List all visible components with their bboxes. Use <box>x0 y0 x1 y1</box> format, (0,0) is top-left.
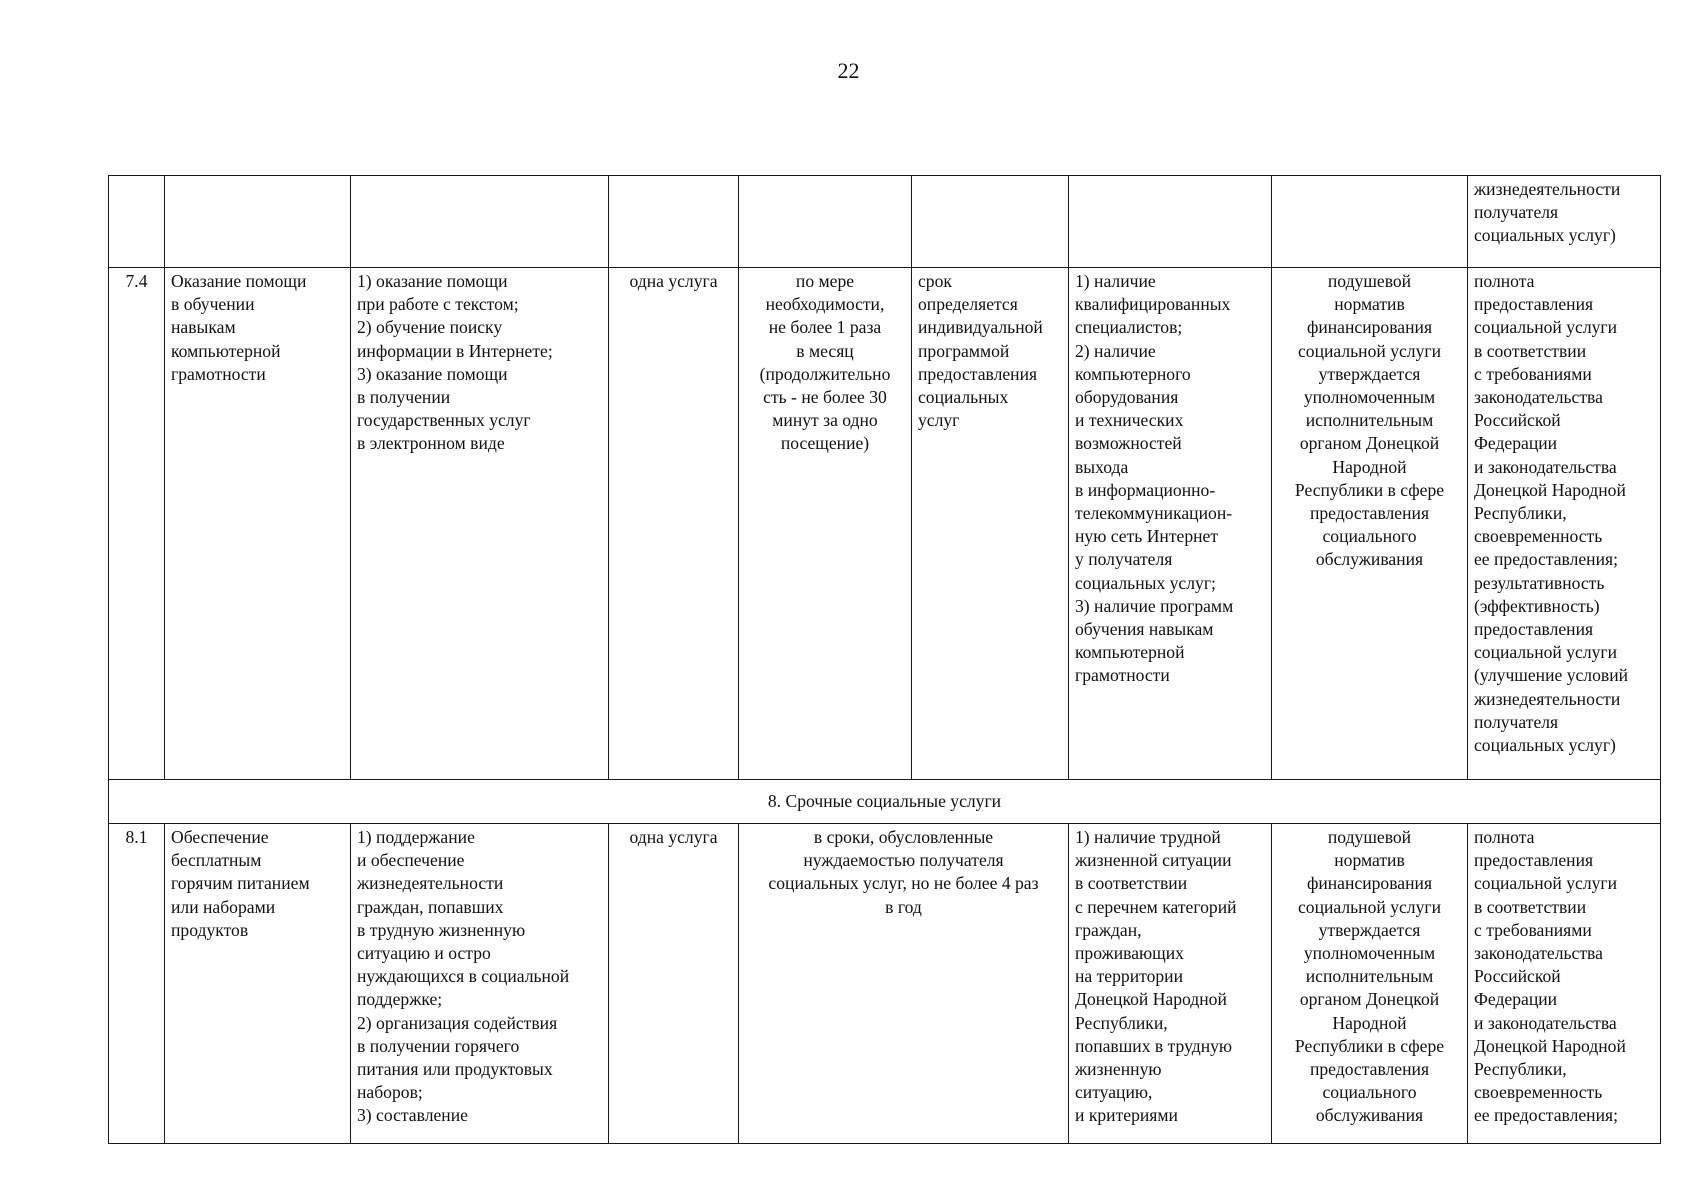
text-line: социальной услуги <box>1297 896 1442 917</box>
text-line: возможностей <box>1075 433 1182 454</box>
text-line: в месяц <box>796 340 854 361</box>
service-volume: одна услуга <box>609 268 739 780</box>
cell-empty <box>739 176 912 268</box>
text-line: поддержке; <box>357 989 443 1010</box>
table-row-7-4 <box>109 268 1661 780</box>
text-line: специалистов; <box>1075 317 1183 338</box>
text-line: норматив <box>1334 850 1405 871</box>
text-line: с требованиями <box>1474 363 1592 384</box>
text-line: ситуацию и остро <box>357 943 491 964</box>
text-line: финансирования <box>1306 873 1433 894</box>
text-line: социальных услуг, но не более 4 раз <box>768 873 1039 894</box>
text-line: навыкам <box>171 317 236 338</box>
text-line: жизненной ситуации <box>1075 850 1232 871</box>
text-line: с требованиями <box>1474 919 1592 940</box>
service-evaluation <box>1468 268 1661 780</box>
services-table <box>108 175 1661 1144</box>
cell-empty <box>1272 176 1468 268</box>
text-line: или наборами <box>171 896 276 917</box>
text-line: телекоммуникацион- <box>1075 503 1233 524</box>
table-row-8-1 <box>109 824 1661 1144</box>
text-line: социальных услуг; <box>1075 572 1216 593</box>
text-line: попавших в трудную <box>1075 1035 1233 1056</box>
text-line: необходимости, <box>765 294 885 315</box>
text-line: органом Донецкой <box>1299 989 1440 1010</box>
service-frequency <box>739 824 1069 1144</box>
text-line: в сроки, обусловленные <box>813 827 994 847</box>
text-line: социальной услуги <box>1474 317 1618 338</box>
text-line: граждан, <box>1075 919 1142 940</box>
text-line: Российской <box>1474 410 1561 431</box>
text-line: ее предоставления; <box>1474 549 1618 570</box>
text-line: социальных услуг) <box>1474 735 1616 756</box>
text-line: получателя <box>1474 202 1559 223</box>
text-line: и обеспечение <box>357 850 465 871</box>
text-line: норматив <box>1334 294 1405 315</box>
text-line: граждан, попавших <box>357 896 504 917</box>
text-line: законодательства <box>1474 943 1603 964</box>
text-line: Оказание помощи <box>171 271 307 291</box>
text-line: не более 1 раза <box>768 317 882 338</box>
text-line: утверждается <box>1318 919 1421 940</box>
text-line: (эффективность) <box>1474 595 1600 616</box>
text-line: оборудования <box>1075 387 1179 408</box>
text-line: продуктов <box>171 919 249 940</box>
text-line: государственных услуг <box>357 410 531 431</box>
text-line: Республики в сфере <box>1294 479 1445 500</box>
text-line: сть - не более 30 <box>763 387 887 408</box>
text-line: в год <box>885 896 922 917</box>
text-line: срок <box>918 271 952 291</box>
text-line: Республики в сфере <box>1294 1035 1445 1056</box>
text-line: программой <box>918 340 1010 361</box>
service-content <box>351 268 609 780</box>
text-line: (улучшение условий <box>1474 665 1629 686</box>
continuation-row <box>109 176 1661 268</box>
text-line: на территории <box>1075 966 1184 987</box>
text-line: исполнительным <box>1305 410 1434 431</box>
text-line: в информационно- <box>1075 479 1216 500</box>
text-line: ситуацию, <box>1075 1082 1153 1103</box>
text-line: социального <box>1322 526 1417 547</box>
text-line: обслуживания <box>1315 1105 1424 1126</box>
service-frequency <box>739 268 912 780</box>
text-line: обучения навыкам <box>1075 619 1214 640</box>
text-line: Народной <box>1332 456 1407 477</box>
text-line: подушевой <box>1327 271 1412 291</box>
text-line: жизнедеятельности <box>1474 688 1621 709</box>
text-line: жизненную <box>1075 1059 1162 1080</box>
text-line: 2) обучение поиску <box>357 317 503 338</box>
text-line: Народной <box>1332 1012 1407 1033</box>
service-term <box>912 268 1069 780</box>
text-line: 3) наличие программ <box>1075 595 1234 616</box>
text-line: посещение) <box>780 433 870 454</box>
text-line: утверждается <box>1318 363 1421 384</box>
text-line: определяется <box>918 294 1018 315</box>
service-financing <box>1272 268 1468 780</box>
text-line: 1) оказание помощи <box>357 271 508 291</box>
text-line: полнота <box>1474 271 1535 291</box>
text-line: Федерации <box>1474 989 1558 1010</box>
text-line: получателя <box>1474 711 1559 732</box>
section-heading-row <box>109 780 1661 824</box>
text-line: уполномоченным <box>1303 387 1436 408</box>
text-line: проживающих <box>1075 943 1184 964</box>
text-line: и законодательства <box>1474 1012 1617 1033</box>
text-line: социальной услуги <box>1474 642 1618 663</box>
service-conditions <box>1069 824 1272 1144</box>
service-financing <box>1272 824 1468 1144</box>
text-line: Донецкой Народной <box>1474 479 1626 500</box>
text-line: компьютерной <box>171 340 281 361</box>
text-line: при работе с текстом; <box>357 294 519 315</box>
text-line: 1) наличие <box>1075 271 1156 291</box>
text-line: Республики, <box>1075 1012 1168 1033</box>
text-line: Донецкой Народной <box>1474 1035 1626 1056</box>
text-line: социальных услуг) <box>1474 225 1616 246</box>
text-line: исполнительным <box>1305 966 1434 987</box>
text-line: финансирования <box>1306 317 1433 338</box>
text-line: минут за одно <box>772 410 878 431</box>
text-line: Донецкой Народной <box>1075 989 1227 1010</box>
text-line: грамотности <box>171 363 266 384</box>
text-line: индивидуальной <box>918 317 1043 338</box>
text-line: социальной услуги <box>1474 873 1618 894</box>
service-name <box>165 824 351 1144</box>
text-line: предоставления <box>918 363 1038 384</box>
text-line: и технических <box>1075 410 1184 431</box>
text-line: жизнедеятельности <box>357 873 504 894</box>
text-line: Республики, <box>1474 503 1567 524</box>
text-line: 2) наличие <box>1075 340 1156 361</box>
text-line: по мере <box>795 271 855 291</box>
service-volume: одна услуга <box>609 824 739 1144</box>
text-line: 1) поддержание <box>357 827 475 847</box>
text-line: наборов; <box>357 1082 423 1103</box>
text-line: социального <box>1322 1082 1417 1103</box>
text-line: грамотности <box>1075 665 1170 686</box>
text-line: предоставления <box>1474 294 1594 315</box>
text-line: ную сеть Интернет <box>1075 526 1219 547</box>
text-line: компьютерного <box>1075 363 1191 384</box>
text-line: (продолжительно <box>759 363 891 384</box>
text-line: в соответствии <box>1474 896 1587 917</box>
text-line: питания или продуктовых <box>357 1059 553 1080</box>
text-line: в соответствии <box>1075 873 1188 894</box>
text-line: полнота <box>1474 827 1535 847</box>
text-line: выхода <box>1075 456 1129 477</box>
text-line: Российской <box>1474 966 1561 987</box>
text-line: нуждающихся в социальной <box>357 966 570 987</box>
text-line: компьютерной <box>1075 642 1185 663</box>
text-line: предоставления <box>1474 850 1594 871</box>
text-line: результативность <box>1474 572 1605 593</box>
text-line: 3) оказание помощи <box>357 363 508 384</box>
section-title: 8. Срочные социальные услуги <box>109 780 1661 824</box>
service-conditions <box>1069 268 1272 780</box>
text-line: законодательства <box>1474 387 1603 408</box>
page-number: 22 <box>837 58 860 83</box>
row-number: 8.1 <box>109 824 165 1144</box>
text-line: Обеспечение <box>171 827 269 847</box>
text-line: предоставления <box>1309 1059 1430 1080</box>
text-line: 1) наличие трудной <box>1075 827 1221 847</box>
text-line: в обучении <box>171 294 255 315</box>
cell-empty <box>351 176 609 268</box>
text-line: 3) составление <box>357 1105 468 1126</box>
text-line: бесплатным <box>171 850 262 871</box>
text-line: органом Донецкой <box>1299 433 1440 454</box>
service-name <box>165 268 351 780</box>
row-number: 7.4 <box>109 268 165 780</box>
text-line: и критериями <box>1075 1105 1178 1126</box>
text-line: обслуживания <box>1315 549 1424 570</box>
text-line: квалифицированных <box>1075 294 1231 315</box>
text-line: предоставления <box>1309 503 1430 524</box>
text-line: Республики, <box>1474 1059 1567 1080</box>
text-line: уполномоченным <box>1303 943 1436 964</box>
text-line: горячим питанием <box>171 873 310 894</box>
text-line: у получателя <box>1075 549 1173 570</box>
text-line: в электронном виде <box>357 433 505 454</box>
text-line: в получении <box>357 387 451 408</box>
cell-empty <box>912 176 1069 268</box>
text-line: информации в Интернете; <box>357 340 553 361</box>
service-content <box>351 824 609 1144</box>
text-line: социальной услуги <box>1297 340 1442 361</box>
text-line: в получении горячего <box>357 1035 520 1056</box>
text-line: жизнедеятельности <box>1474 179 1621 199</box>
text-line: своевременность <box>1474 526 1603 547</box>
service-evaluation <box>1468 824 1661 1144</box>
text-line: ее предоставления; <box>1474 1105 1618 1126</box>
text-line: Федерации <box>1474 433 1558 454</box>
text-line: услуг <box>918 410 960 431</box>
cell-empty <box>109 176 165 268</box>
text-line: в трудную жизненную <box>357 919 526 940</box>
text-line: с перечнем категорий <box>1075 896 1237 917</box>
cell-evaluation-continued <box>1468 176 1661 268</box>
text-line: своевременность <box>1474 1082 1603 1103</box>
text-line: и законодательства <box>1474 456 1617 477</box>
text-line: в соответствии <box>1474 340 1587 361</box>
text-line: 2) организация содействия <box>357 1012 558 1033</box>
text-line: предоставления <box>1474 619 1594 640</box>
text-line: нуждаемостью получателя <box>803 850 1004 871</box>
cell-empty <box>609 176 739 268</box>
cell-empty <box>165 176 351 268</box>
cell-empty <box>1069 176 1272 268</box>
text-line: социальных <box>918 387 1009 408</box>
text-line: подушевой <box>1327 827 1412 847</box>
